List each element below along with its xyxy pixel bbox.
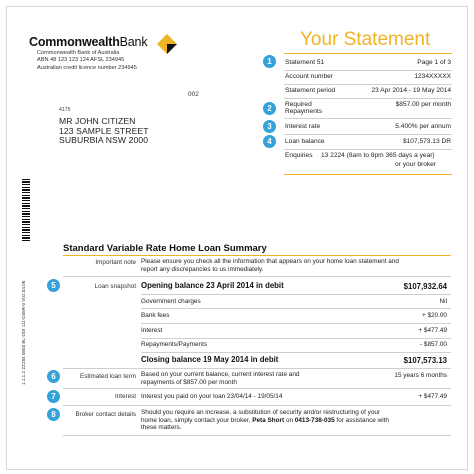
broker-text: on xyxy=(285,416,294,424)
side-reference-text: 1.1.1.2 ZZ284 0803 BL-DDI 111-D35R-0 V02.04.06 xyxy=(21,280,26,385)
broker-text: home loan, simply contact your broker, xyxy=(141,416,251,424)
interest-label: Interest xyxy=(115,393,136,400)
recipient-name: MR JOHN CITIZEN xyxy=(59,116,136,126)
yellow-divider xyxy=(284,174,452,175)
marker-4: 4 xyxy=(263,135,276,148)
divider xyxy=(141,352,451,353)
recipient-street: 123 SAMPLE STREET xyxy=(59,125,149,136)
loan-term-line: repayments of $857.00 per month xyxy=(141,378,237,386)
snapshot-item-label: Interest xyxy=(141,327,163,334)
bank-logo-icon xyxy=(157,34,177,54)
important-note-label: Important note xyxy=(95,259,136,266)
divider xyxy=(284,149,452,150)
broker-contact-label: Broker contact details xyxy=(75,411,136,418)
loan-term-line: Based on your current balance, current interest rate and xyxy=(141,371,300,378)
barcode xyxy=(22,179,30,243)
statement-page xyxy=(6,6,468,470)
interest-value: + $477.49 xyxy=(418,393,447,400)
loan-snapshot-label: Loan snapshot xyxy=(94,283,136,290)
loan-term-text xyxy=(141,371,299,386)
snapshot-item-label: Government charges xyxy=(141,298,201,305)
divider xyxy=(63,405,451,406)
loan-term-value: 15 years 6 months xyxy=(394,372,447,379)
marker-8: 8 xyxy=(47,408,60,421)
row-label: Required xyxy=(285,101,312,108)
row-value: Page 1 of 3 xyxy=(417,59,451,66)
broker-name: Peta Short xyxy=(252,416,285,424)
row-value: 23 Apr 2014 - 19 May 2014 xyxy=(371,87,451,94)
summary-underline xyxy=(63,255,451,256)
broker-contact-text xyxy=(141,409,451,432)
snapshot-item-value: Nil xyxy=(439,298,447,305)
legal-line: ABN 48 123 123 124 AFSL 234945 xyxy=(37,57,125,64)
bank-name xyxy=(29,35,147,49)
row-value: 5.400% per annum xyxy=(395,123,451,130)
important-note-line: report any discrepancies to us immediately. xyxy=(141,265,264,273)
legal-line: Australian credit licence number 234945 xyxy=(37,64,137,71)
important-note-line: Please ensure you check all the information that appears on your home loan statement and xyxy=(141,258,399,265)
divider xyxy=(141,308,451,309)
broker-text: for assistance with xyxy=(336,416,389,424)
title-underline xyxy=(284,53,452,54)
legal-line: Commonwealth Bank of Australia xyxy=(37,50,120,56)
row-value: 1234XXXXX xyxy=(414,73,451,80)
recipient-address xyxy=(59,117,149,146)
address-code: 4175 xyxy=(59,107,71,113)
marker-5: 5 xyxy=(47,279,60,292)
loan-term-label: Estimated loan term xyxy=(80,373,136,380)
marker-1: 1 xyxy=(263,55,276,68)
divider xyxy=(63,435,451,436)
snapshot-item-label: Repayments/Payments xyxy=(141,341,208,348)
snapshot-item-value: - $857.00 xyxy=(419,341,447,348)
enquiries-label: Enquiries xyxy=(285,152,313,159)
closing-balance-label: Closing balance 19 May 2014 in debit xyxy=(141,355,279,364)
marker-6: 6 xyxy=(47,370,60,383)
row-label: Loan balance xyxy=(285,138,325,145)
snapshot-item-value: + $477.49 xyxy=(418,327,447,334)
broker-line xyxy=(141,417,451,425)
divider xyxy=(284,134,452,135)
divider xyxy=(141,294,451,295)
divider xyxy=(284,118,452,119)
enquiries-value xyxy=(321,152,451,169)
important-note-text xyxy=(141,258,399,273)
row-label: Account number xyxy=(285,73,334,80)
divider xyxy=(63,388,451,389)
closing-balance-value: $107,573.13 xyxy=(403,356,447,365)
opening-balance-value: $107,932.64 xyxy=(403,282,447,291)
interest-text: Interest you paid on your loan 23/04/14 - 19/05/14 xyxy=(141,393,283,400)
page-code: 002 xyxy=(188,91,199,98)
bank-legal xyxy=(37,50,137,72)
row-label-line2: Repayments xyxy=(285,108,323,116)
enquiries-line: 13 2224 (8am to 8pm 365 days a year) xyxy=(321,152,435,159)
broker-line: Should you require an increase, a substitution of security and/or restructuring of your xyxy=(141,409,381,416)
marker-2: 2 xyxy=(263,102,276,115)
divider xyxy=(284,84,452,85)
statement-row xyxy=(285,101,451,117)
bank-name-regular: Bank xyxy=(119,35,148,49)
divider xyxy=(141,323,451,324)
divider xyxy=(63,368,451,369)
broker-phone: 0413-738-035 xyxy=(294,416,335,424)
enquiries-line: or your broker xyxy=(395,160,437,168)
divider xyxy=(141,338,451,339)
statement-title: Your Statement xyxy=(300,29,431,50)
bank-name-bold: Commonwealth xyxy=(29,35,120,49)
marker-3: 3 xyxy=(263,120,276,133)
divider xyxy=(284,70,452,71)
row-value: $107,573.13 DR xyxy=(402,138,451,145)
divider xyxy=(63,276,451,277)
summary-title: Standard Variable Rate Home Loan Summary xyxy=(63,243,267,254)
divider xyxy=(284,98,452,99)
row-label: Statement period xyxy=(285,87,336,94)
row-label: Interest rate xyxy=(285,123,321,130)
snapshot-item-value: + $20.00 xyxy=(421,312,447,319)
broker-line: these matters. xyxy=(141,424,182,432)
opening-balance-label: Opening balance 23 April 2014 in debit xyxy=(141,281,284,290)
marker-7: 7 xyxy=(47,390,60,403)
row-value: $857.00 per month xyxy=(395,101,451,108)
snapshot-item-label: Bank fees xyxy=(141,312,170,319)
recipient-suburb: SUBURBIA NSW 2000 xyxy=(59,135,149,146)
row-label: Statement 51 xyxy=(285,59,325,66)
